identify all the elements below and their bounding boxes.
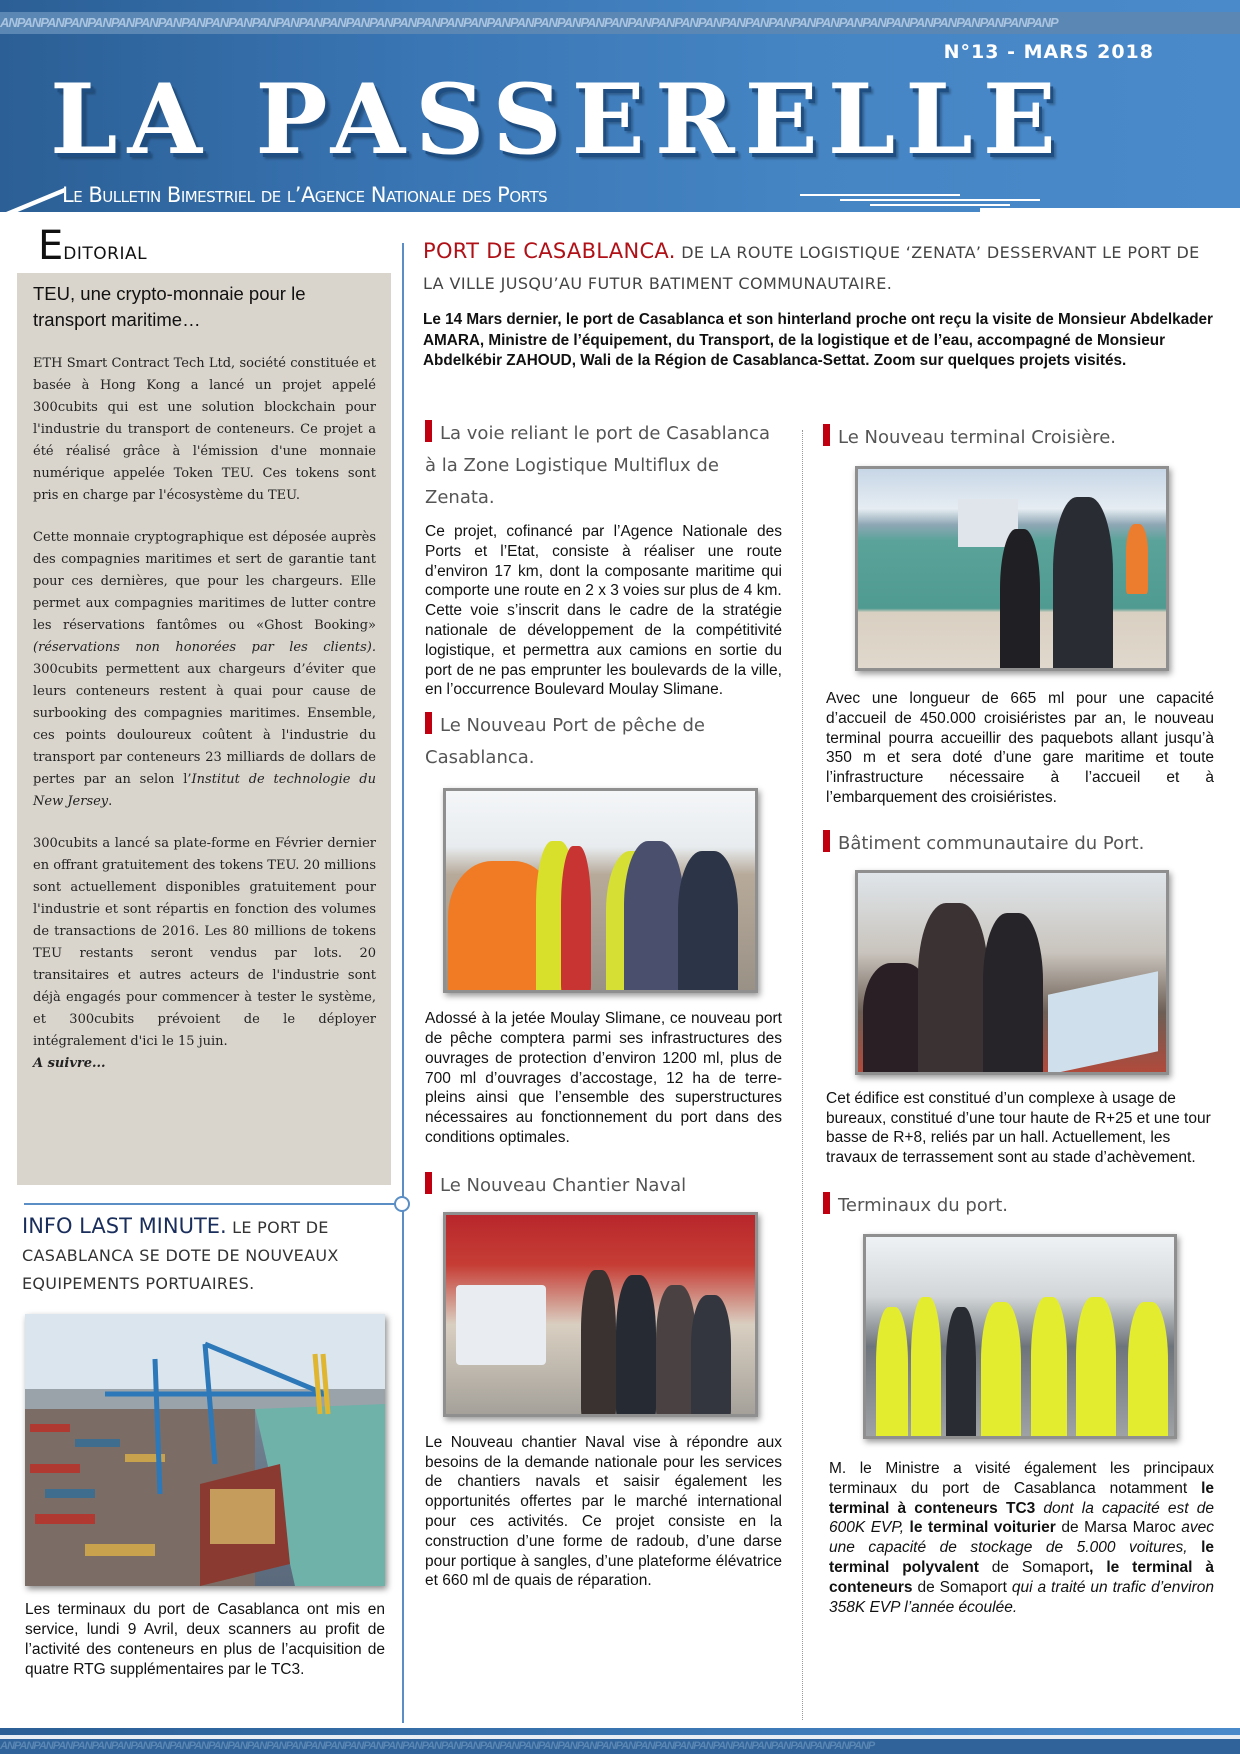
info-last-minute-text: Les terminaux du port de Casablanca ont mis en service, lundi 9 Avril, deux scanners au profit de l’activité des conteneurs en plus de l’acquisition de quatre RTG supplémentaires par le TC3. <box>25 1601 385 1678</box>
section-title-text: La voie reliant le port de Casablanca à la Zone Logistique Multiflux de Zenata. <box>425 423 770 508</box>
section-text-peche: Adossé à la jetée Moulay Slimane, ce nouveau port de pêche comptera parmi ses infrastructures des ouvrages de protection d’environ 1200 ml, plus de 700 ml d’ouvrages d’accostage, 12 ha de terre-pleins ainsi que l’ensemble des superstructures nécessaires au fonctionnement du port dans des conditions optimales. <box>425 1010 782 1146</box>
section-title-text: Le Nouveau Port de pêche de Casablanca. <box>425 715 706 769</box>
section-title-batiment <box>823 828 1218 860</box>
section-title-croisiere <box>823 422 1218 454</box>
issue-number: N°13 - MARS 2018 <box>943 41 1154 63</box>
naval-shipyard-photo <box>443 1212 758 1417</box>
main-article-heading <box>423 236 1223 299</box>
info-last-minute-heading <box>22 1212 392 1298</box>
terminaux-bold: , le terminal à conteneurs <box>829 1558 1215 1596</box>
terminaux-text: de Marsa Maroc <box>1055 1519 1182 1537</box>
section-text-batiment: Cet édifice est constitué d’un complexe à usage de bureaux, constitué d’une tour haute de R+25 et une tour basse de R+8, reliés par un hall. Actuellement, les travaux de terrassement sont au stade d’achèvement. <box>826 1089 1211 1167</box>
container-terminal-illustration <box>25 1314 385 1586</box>
editorial-paragraph <box>33 833 376 1075</box>
section-title-voie <box>425 418 785 514</box>
terminaux-text: de Somaport <box>912 1578 1012 1596</box>
column-divider <box>402 243 404 1723</box>
editorial-closing: A suivre... <box>33 1056 106 1071</box>
masthead <box>0 0 1240 212</box>
section-title-text: Le Nouveau terminal Croisière. <box>838 427 1117 448</box>
editorial-paragraph-text: Cette monnaie cryptographique est déposée auprès des compagnies maritimes et sert de garantie tant pour ces dernières, que pour les chargeurs. Elle permet aux compagnies maritimes de lutter contre les réservations fantômes ou «Ghost Booking» <box>33 530 376 633</box>
info-lead: INFO LAST MINUTE. <box>22 1214 227 1238</box>
editorial-heading <box>38 224 147 268</box>
column-divider-dotted <box>802 430 803 1720</box>
terminaux-italic: qui a traité un trafic d’environ 358K EVP l’année écoulée. <box>829 1578 1215 1616</box>
footer-anp-pattern: ANPANPANPANPANPANPANPANPANPANPANPANPANPANPANPANPANPANPANPANPANPANPANPANPANPANPANPANPANPANPANPANPANPANPANPANPANPANPANPANPANPANPANPANPANP <box>0 1739 1240 1754</box>
publication-title: LA PASSERELLE <box>50 63 1066 176</box>
terminaux-italic: avec une capacité de stockage de 5.000 voitures, <box>829 1519 1214 1557</box>
editorial-paragraph: ETH Smart Contract Tech Ltd, société constituée et basée à Hong Kong a lancé un projet appelé 300cubits qui est une solution blockchain pour l'industrie du transport de conteneurs. Ce projet a été réalisé grâce à l'émission d'une monnaie numérique appelée Token TEU. Ces tokens sont pris en charge par l'écosystème du TEU. <box>33 356 376 503</box>
column-3 <box>823 422 1218 1617</box>
section-title-terminaux <box>823 1190 1218 1222</box>
port-terminals-photo <box>863 1234 1177 1439</box>
section-title-text: Le Nouveau Chantier Naval <box>440 1174 687 1196</box>
anp-pattern-band: ANPANPANPANPANPANPANPANPANPANPANPANPANPANPANPANPANPANPANPANPANPANPANPANPANPANPANPANPANPANPANPANPANPANPANPANPANPANPANPANPANPANPANPANPANP <box>0 12 1240 34</box>
red-bar-marker <box>823 1192 830 1214</box>
section-title-peche <box>425 710 785 774</box>
section-divider <box>24 1203 402 1205</box>
section-title-chantier <box>425 1170 785 1202</box>
editorial-initial: E <box>38 223 64 269</box>
editorial-heading-rest: DITORIAL <box>63 244 148 264</box>
main-headline: DE LA ROUTE LOGISTIQUE ‘ZENATA’ DESSERVANT LE PORT DE LA VILLE JUSQU’AU FUTUR BATIMENT COMMUNAUTAIRE. <box>423 243 1200 293</box>
wave-lines-decoration <box>780 190 1240 212</box>
column-2 <box>425 418 785 1591</box>
container-terminal-photo <box>25 1314 385 1586</box>
voie-text-2: Cette voie s’inscrit dans le cadre de la stratégie nationale de développement de la compétitivité logistique, et permettra aux camions en sortie du port de ne pas emprunter les boulevards de la ville, en l’occurrence Boulevard Moulay Slimane. <box>425 602 782 699</box>
section-title-text: Bâtiment communautaire du Port. <box>838 832 1145 854</box>
cruise-terminal-photo <box>855 466 1169 671</box>
main-intro: Le 14 Mars dernier, le port de Casablanca et son hinterland proche ont reçu la visite de Monsieur Abdelkader AMARA, Ministre de l’équipement, du Transport, de la logistique et de l’eau, accompagné de Monsieur Abdelkébir ZAHOUD, Wali de la Région de Casablanca-Settat. Zoom sur quelques projets visités. <box>423 311 1214 369</box>
section-text-voie <box>425 522 782 700</box>
main-lead: PORT DE CASABLANCA. <box>423 239 676 263</box>
swoosh-decoration <box>6 188 64 212</box>
terminaux-bold: le terminal voiturier <box>904 1519 1056 1537</box>
editorial-paragraph: Cette monnaie cryptographique est déposée auprès des compagnies maritimes et sert de garantie tant pour ces dernières, que pour les chargeurs. Elle permet aux compagnies maritimes de lutter contre les réservations fantômes ou «Ghost Booking» (réservations non honorées par les clients). 300cubits permettent aux chargeurs d’éviter que leurs conteneurs restent à quai pour cause de surbooking des compagnies maritimes. Ensemble, ces points douloureux coûtent à l'industrie du transport par conteneurs 23 milliards de dollars de pertes par an selon l’Institut de technologie du New Jersey. <box>33 530 376 809</box>
section-text-terminaux <box>829 1459 1214 1617</box>
editorial-paragraph-text: 300cubits a lancé sa plate-forme en Février dernier en offrant gratuitement des tokens TEU. 20 millions sont actuellement disponibles gratuitement pour l'industrie et sont répartis en fonction des volumes de transactions de 2016. Les 80 millions de tokens TEU restants seront vendus par lots. 20 transitaires et autres acteurs de l'industrie sont déjà engagés pour commencer à tester le système, et 300cubits prévoient de le déployer intégralement d'ici le 15 juin. <box>33 836 376 1049</box>
editorial-box <box>17 273 391 1185</box>
terminaux-italic: dont la capacité est de 600K EVP, <box>829 1499 1214 1537</box>
red-bar-marker <box>425 1172 432 1194</box>
terminaux-bold: le terminal polyvalent <box>829 1539 1215 1576</box>
editorial-paragraph-text: 300cubits permettent aux chargeurs d’éviter que leurs conteneurs restent à quai pour cause de surbooking des compagnies maritimes. Ensemble, ces points douloureux coûtent à l'industrie du transport par conteneurs 23 milliards de dollars de pertes par an selon l’ <box>33 662 376 787</box>
section-text-chantier: Le Nouveau chantier Naval vise à répondre aux besoins de la demande nationale pour les services de chantiers navals et saisir également les opportunités offertes par le marché international pour ces activités. Ce projet consiste en la construction d’une forme de radoub, d’une darse pour portique à sangles, d’une plateforme élévatrice et 660 ml de quais de réparation. <box>425 1433 782 1590</box>
section-text-croisiere: Avec une longueur de 665 ml pour une capacité d’accueil de 450.000 croisiéristes par an, le nouveau terminal pourra accueillir des paquebots allant jusqu’à 350 m et sera doté d’une gare maritime et toute l’infrastructure nécessaire à l’accueil et à l’embarquement des croisiéristes. <box>826 690 1214 806</box>
info-headline: LE PORT DE CASABLANCA SE DOTE DE NOUVEAUX EQUIPEMENTS PORTUAIRES. <box>22 1218 339 1293</box>
red-bar-marker <box>425 420 432 442</box>
editorial-italic-note: (réservations non honorées par les clients). <box>33 640 376 655</box>
red-bar-marker <box>425 712 432 734</box>
editorial-italic-source: Institut de technologie du New Jersey <box>33 772 376 809</box>
terminaux-bold: le terminal à conteneurs TC3 <box>829 1479 1214 1517</box>
voie-text-1: Ce projet, cofinancé par l’Agence Nationale des Ports et l’Etat, consiste à réaliser une route d’environ 17 km, dont la composante maritime qui comporte une route en 2 x 3 voies sur plus de 4 km. <box>425 523 782 600</box>
publication-subtitle: Le Bulletin Bimestriel de l’Agence Nationale des Ports <box>62 183 548 207</box>
divider-ring-ornament <box>394 1196 410 1212</box>
fishing-port-photo <box>443 788 758 993</box>
terminaux-text: M. le Ministre a visité également les principaux terminaux du port de Casablanca notamment <box>829 1459 1214 1497</box>
community-building-photo <box>855 870 1169 1075</box>
red-bar-marker <box>823 424 830 446</box>
terminaux-text: de Somaport <box>978 1558 1090 1576</box>
editorial-title: TEU, une crypto-monnaie pour le transport maritime… <box>33 283 306 330</box>
section-title-text: Terminaux du port. <box>838 1194 1009 1216</box>
red-bar-marker <box>823 830 830 852</box>
